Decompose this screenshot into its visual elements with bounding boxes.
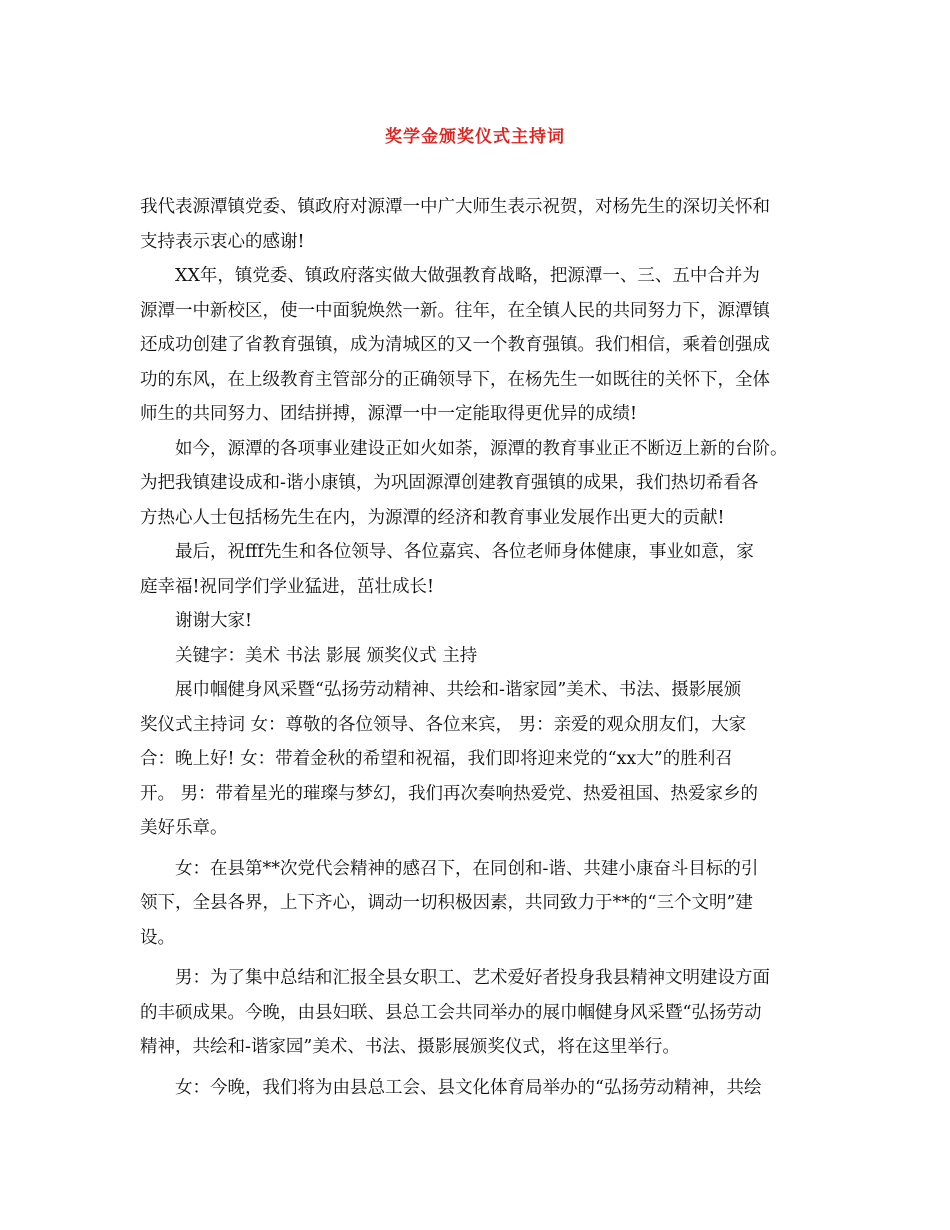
document-body: [140, 190, 815, 1105]
paragraph-5: 谢谢大家!: [175, 611, 253, 631]
paragraph-1: 我代表源潭镇党委、镇政府对源潭一中广大师生表示祝贺，对杨先生的深切关怀和 支持表示衷心的感谢!: [140, 197, 770, 252]
paragraph-keywords: 关键字：美术 书法 影展 颁奖仪式 主持: [175, 645, 478, 666]
paragraph-7: 展巾帼健身风采暨“弘扬劳动精神、共绘和-谐家园”美术、书法、摄影展颁 奖仪式主持词 女：尊敬的各位领导、各位来宾， 男：亲爱的观众朋友们，大家 合：晚上好! 女：带着金秋的希望和祝福，我们即将迎来党的“xx大”的胜利召 开。 男：带着星光的璀璨与梦幻，我们再次奏响热爱党、热爱祖国、热爱家乡的 美好乐章。: [140, 680, 759, 838]
page-title: 奖学金颁奖仪式主持词: [385, 127, 565, 147]
paragraph-10: 女：今晚，我们将为由县总工会、县文化体育局举办的“弘扬劳动精神，共绘: [175, 1077, 762, 1098]
paragraph-9: 男：为了集中总结和汇报全县女职工、艺术爱好者投身我县精神文明建设方面 的丰硕成果。今晚，由县妇联、县总工会共同举办的展巾帼健身风采暨“弘扬劳动 精神，共绘和-谐家园”美术、书法、摄影展颁奖仪式，将在这里举行。: [140, 968, 770, 1057]
paragraph-4: 最后，祝fff先生和各位领导、各位嘉宾、各位老师身体健康，事业如意，家 庭幸福!祝同学们学业猛进，茁壮成长!: [140, 542, 754, 597]
paragraph-8: 女：在县第**次党代会精神的感召下，在同创和-谐、共建小康奋斗目标的引 领下，全县各界，上下齐心，调动一切积极因素，共同致力于**的“三个文明”建 设。: [140, 858, 759, 948]
paragraph-2: XX年，镇党委、镇政府落实做大做强教育战略，把源潭一、三、五中合并为 源潭一中新校区，使一中面貌焕然一新。往年，在全镇人民的共同努力下，源潭镇 还成功创建了省教育强镇，成为清城区的又一个教育强镇。我们相信，乘着创强成 功的东风，在上级教育主管部分的正确领导下，在杨先生一如既往的关怀下，全体 师生的共同努力、团结拼搏，源潭一中一定能取得更优异的成绩!: [140, 266, 770, 424]
paragraph-3: 如今，源潭的各项事业建设正如火如荼，源潭的教育事业正不断迈上新的台阶。 为把我镇建设成和-谐小康镇，为巩固源潭创建教育强镇的成果，我们热切希看各 方热心人士包括杨先生在内，为源潭的经济和教育事业发展作出更大的贡献!: [140, 438, 788, 528]
